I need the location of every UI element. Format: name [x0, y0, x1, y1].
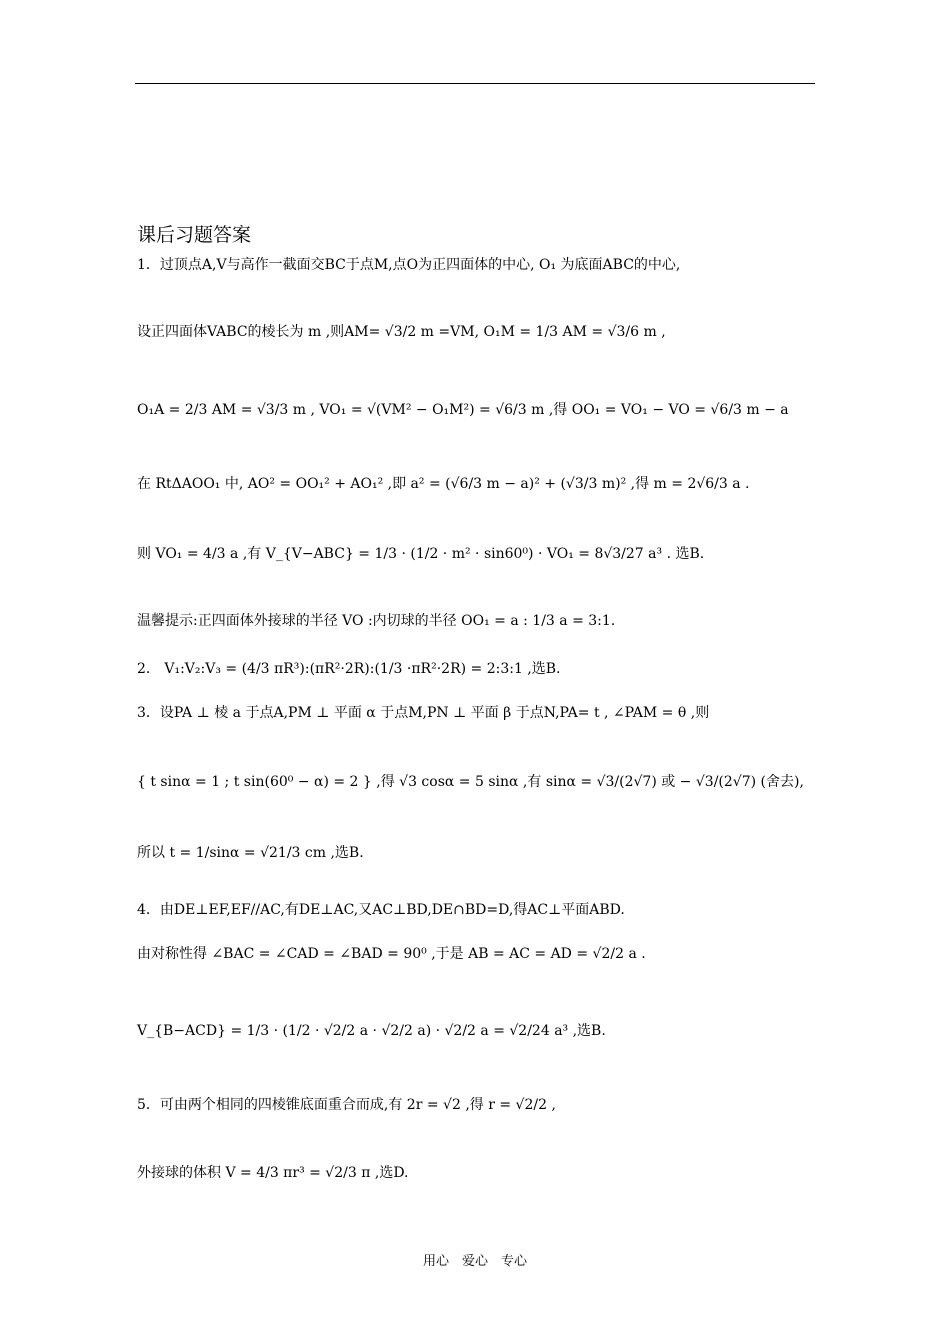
header-rule — [135, 83, 815, 84]
page-footer: 用心 爱心 专心 — [422, 1254, 527, 1269]
text-line-11: 4．由DE⊥EF,EF//AC,有DE⊥AC,又AC⊥BD,DE∩BD=D,得AC⊥平面ABD. — [137, 902, 625, 918]
text-line-5: 则 VO₁ = 4/3 a ,有 V_{V−ABC} = 1/3 · (1/2 · m² · sin60⁰) · VO₁ = 8√3/27 a³ . 选B. — [137, 546, 705, 562]
text-line-15: 外接球的体积 V = 4/3 πr³ = √2/3 π ,选D. — [137, 1165, 409, 1181]
text-line-7: 2． V₁:V₂:V₃ = (4/3 πR³):(πR²·2R):(1/3 ·πR²·2R) = 2:3:1 ,选B. — [137, 661, 561, 677]
text-line-13: V_{B−ACD} = 1/3 · (1/2 · √2/2 a · √2/2 a) · √2/2 a = √2/24 a³ ,选B. — [137, 1023, 606, 1039]
text-line-9: { t sinα = 1 ; t sin(60⁰ − α) = 2 } ,得 √3 cosα = 5 sinα ,有 sinα = √3/(2√7) 或 − √3/(2√7) (舍去), — [137, 774, 804, 790]
text-line-2: 设正四面体VABC的棱长为 m ,则AM= √3/2 m =VM, O₁M = 1/3 AM = √3/6 m , — [137, 324, 666, 340]
text-line-3: O₁A = 2/3 AM = √3/3 m , VO₁ = √(VM² − O₁M²) = √6/3 m ,得 OO₁ = VO₁ − VO = √6/3 m − a — [137, 402, 789, 418]
page-title: 课后习题答案 — [137, 224, 252, 246]
text-line-8: 3．设PA ⊥ 棱 a 于点A,PM ⊥ 平面 α 于点M,PN ⊥ 平面 β 于点N,PA= t , ∠PAM = θ ,则 — [137, 705, 710, 721]
text-line-10: 所以 t = 1/sinα = √21/3 cm ,选B. — [137, 845, 364, 861]
text-line-14: 5．可由两个相同的四棱锥底面重合而成,有 2r = √2 ,得 r = √2/2 , — [137, 1097, 556, 1113]
text-line-1: 1．过顶点A,V与高作一截面交BC于点M,点O为正四面体的中心, O₁ 为底面ABC的中心, — [137, 257, 681, 273]
text-line-4: 在 RtΔAOO₁ 中, AO² = OO₁² + AO₁² ,即 a² = (√6/3 m − a)² + (√3/3 m)² ,得 m = 2√6/3 a . — [137, 476, 750, 492]
text-line-6: 温馨提示:正四面体外接球的半径 VO :内切球的半径 OO₁ = a : 1/3 a = 3:1. — [137, 613, 616, 629]
text-line-12: 由对称性得 ∠BAC = ∠CAD = ∠BAD = 90⁰ ,于是 AB = AC = AD = √2/2 a . — [137, 946, 646, 962]
